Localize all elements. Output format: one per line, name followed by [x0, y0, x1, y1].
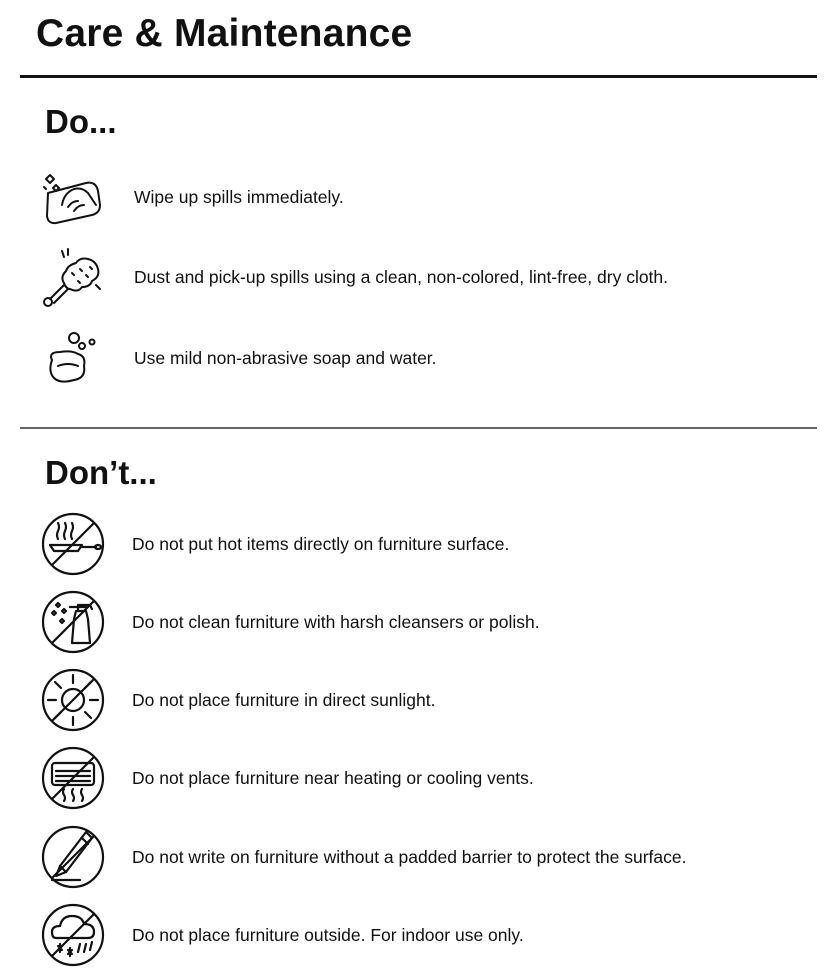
dont-item-sunlight [0, 665, 836, 735]
dont-item-text: Do not place furniture near heating or cooling vents. [132, 768, 534, 788]
no-hot-pan-icon [40, 511, 106, 577]
dont-heading: Don’t... [45, 454, 157, 491]
dont-item-text: Do not place furniture in direct sunlight. [132, 690, 436, 710]
no-outdoor-icon [40, 902, 106, 968]
do-heading: Do... [45, 103, 117, 140]
section-divider [20, 427, 817, 429]
no-vent-icon [40, 745, 106, 811]
do-item-text: Use mild non-abrasive soap and water. [134, 348, 437, 368]
dont-item-text: Do not clean furniture with harsh cleansers or polish. [132, 612, 540, 632]
page-title: Care & Maintenance [36, 12, 413, 55]
dont-item-text: Do not write on furniture without a padded barrier to protect the surface. [132, 847, 687, 867]
do-item-text: Dust and pick-up spills using a clean, non-colored, lint-free, dry cloth. [134, 267, 669, 287]
title-divider [20, 75, 817, 78]
soap-bubbles-icon [38, 328, 106, 390]
do-item-wipe [0, 163, 836, 233]
do-item-soap [0, 324, 836, 394]
dont-item-hot [0, 509, 836, 579]
dont-item-outdoor [0, 900, 836, 970]
dont-item-text: Do not put hot items directly on furniture surface. [132, 534, 510, 554]
dont-item-writing [0, 822, 836, 892]
do-item-dust [0, 243, 836, 313]
no-spray-cleaner-icon [40, 589, 106, 655]
dont-item-vents [0, 743, 836, 813]
no-writing-icon [40, 824, 106, 890]
dont-item-text: Do not place furniture outside. For indoor use only. [132, 925, 524, 945]
dont-item-cleanser [0, 587, 836, 657]
no-sunlight-icon [40, 667, 106, 733]
duster-icon [38, 247, 106, 309]
do-item-text: Wipe up spills immediately. [134, 187, 344, 207]
wipe-hand-icon [38, 167, 106, 229]
